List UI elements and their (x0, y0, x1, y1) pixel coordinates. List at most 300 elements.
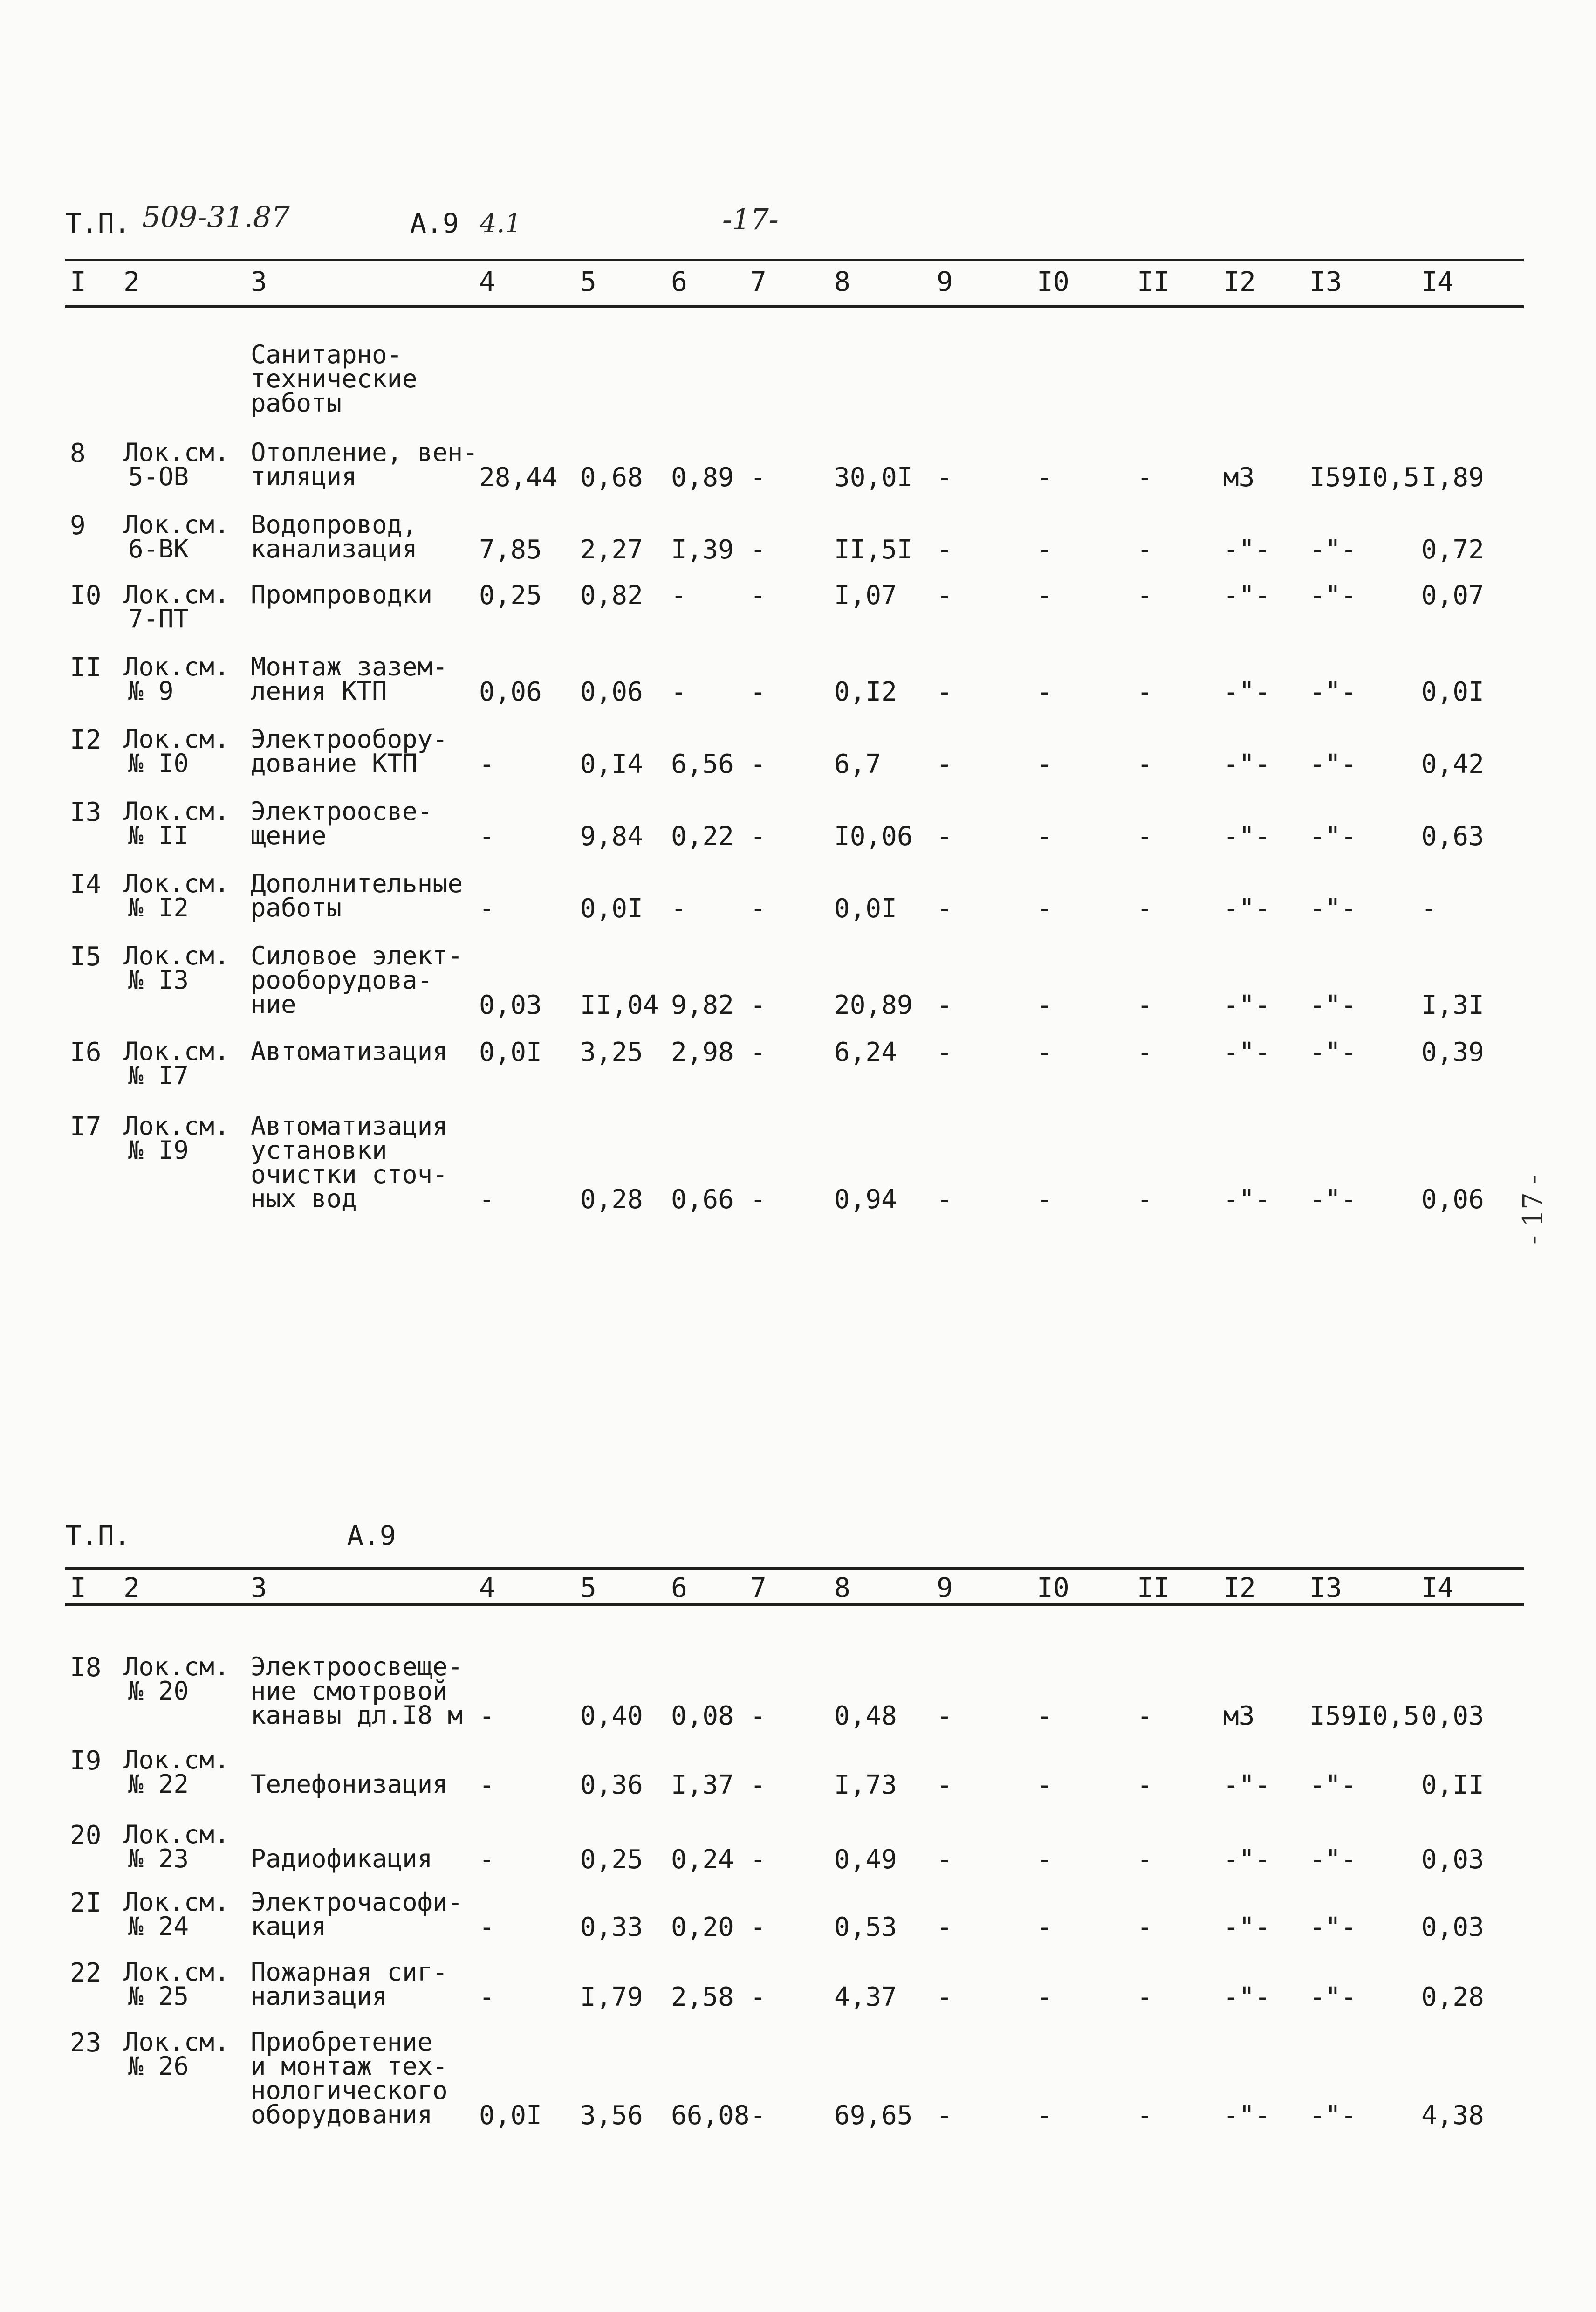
work-name: нализация (251, 1982, 387, 2011)
cell-col-7: - (750, 1184, 766, 1215)
cell-col-11: - (1137, 580, 1153, 611)
column-number-13: I3 (1309, 266, 1342, 297)
estimate-ref: Лок.см. (123, 869, 230, 898)
column-number-2: 2 (123, 266, 140, 297)
estimate-ref: Лок.см. (123, 580, 230, 609)
cell-col-12: -"- (1223, 580, 1271, 611)
estimate-ref: Лок.см. (123, 1652, 230, 1681)
work-name: нологического (251, 2076, 448, 2105)
cell-col-5: 0,06 (580, 677, 643, 707)
cell-col-14: 0,07 (1421, 580, 1484, 611)
column-number-2: 2 (123, 1572, 140, 1603)
column-number-5: 5 (580, 1572, 596, 1603)
cell-col-11: - (1137, 990, 1153, 1020)
cell-col-14: 0,63 (1421, 821, 1484, 852)
cell-col-8: 30,0I (834, 462, 913, 493)
cell-col-14: - (1421, 894, 1437, 924)
estimate-ref: Лок.см. (123, 652, 230, 681)
cell-col-5: 3,25 (580, 1037, 643, 1067)
cell-col-8: II,5I (834, 535, 913, 565)
work-name: Промпроводки (251, 580, 433, 609)
estimate-ref: № I9 (128, 1135, 189, 1165)
section-title-line: работы (251, 388, 342, 418)
cell-col-6: 2,98 (671, 1037, 734, 1067)
cell-col-4: - (479, 821, 495, 852)
cell-col-9: - (937, 2100, 952, 2131)
cell-col-7: - (750, 677, 766, 707)
cell-col-14: 0,03 (1421, 1701, 1484, 1731)
cell-col-5: 0,33 (580, 1912, 643, 1942)
cell-col-12: м3 (1223, 1701, 1255, 1731)
cell-col-7: - (750, 1770, 766, 1800)
cell-col-11: - (1137, 1701, 1153, 1731)
cell-col-12: -"- (1223, 2100, 1271, 2131)
cell-col-10: - (1037, 1184, 1053, 1215)
estimate-ref: № 22 (128, 1769, 189, 1799)
estimate-ref: Лок.см. (123, 797, 230, 826)
cell-col-12: -"- (1223, 1844, 1271, 1875)
work-name: канализация (251, 534, 418, 564)
cell-col-8: 6,7 (834, 749, 882, 779)
cell-col-7: - (750, 821, 766, 852)
row-number: I4 (70, 869, 102, 900)
estimate-ref: Лок.см. (123, 1745, 230, 1775)
cell-col-14: I,89 (1421, 462, 1484, 493)
cell-col-7: - (750, 580, 766, 611)
cell-col-8: 0,I2 (834, 677, 897, 707)
estimate-ref: № 9 (128, 676, 174, 706)
cell-col-10: - (1037, 821, 1053, 852)
row-number: II (70, 653, 102, 683)
cell-col-10: - (1037, 535, 1053, 565)
column-number-10: I0 (1037, 266, 1069, 297)
cell-col-6: 0,22 (671, 821, 734, 852)
work-name: ние (251, 990, 296, 1019)
cell-col-14: 0,03 (1421, 1844, 1484, 1875)
cell-col-14: 0,06 (1421, 1184, 1484, 1215)
header-top-rule-2 (65, 1567, 1524, 1570)
cell-col-5: 0,I4 (580, 749, 643, 779)
cell-col-13: -"- (1309, 1770, 1357, 1800)
cell-col-12: -"- (1223, 990, 1271, 1020)
estimate-ref: 5-ОВ (128, 462, 189, 491)
cell-col-4: - (479, 1982, 495, 2012)
work-name: Водопровод, (251, 510, 418, 539)
estimate-ref: Лок.см. (123, 724, 230, 754)
cell-col-11: - (1137, 2100, 1153, 2131)
cell-col-11: - (1137, 1912, 1153, 1942)
cell-col-4: - (479, 1912, 495, 1942)
work-name: Дополнительные (251, 869, 463, 898)
cell-col-7: - (750, 462, 766, 493)
work-name: оборудования (251, 2100, 433, 2129)
cell-col-11: - (1137, 1184, 1153, 1215)
cell-col-8: 6,24 (834, 1037, 897, 1067)
row-number: 9 (70, 510, 86, 541)
cell-col-11: - (1137, 1037, 1153, 1067)
cell-col-8: 4,37 (834, 1982, 897, 2012)
cell-col-13: -"- (1309, 2100, 1357, 2131)
cell-col-13: -"- (1309, 1982, 1357, 2012)
album-note-handwritten: 4.1 (480, 208, 522, 239)
cell-col-7: - (750, 1037, 766, 1067)
row-number: I6 (70, 1037, 102, 1067)
cell-col-8: I0,06 (834, 821, 913, 852)
row-number: 2I (70, 1888, 102, 1918)
row-number: I5 (70, 942, 102, 972)
work-name: Электрочасофи- (251, 1887, 463, 1917)
row-number: I3 (70, 797, 102, 827)
cell-col-13: -"- (1309, 1844, 1357, 1875)
cell-col-4: - (479, 1770, 495, 1800)
column-number-9: 9 (937, 266, 953, 297)
estimate-ref: Лок.см. (123, 941, 230, 970)
cell-col-10: - (1037, 2100, 1053, 2131)
header-bottom-rule-2 (65, 1603, 1524, 1606)
cell-col-4: - (479, 749, 495, 779)
work-name: ние смотровой (251, 1676, 448, 1706)
work-name: канавы дл.I8 м (251, 1700, 463, 1730)
work-name: установки (251, 1135, 387, 1165)
work-name: Радиофикация (251, 1844, 433, 1873)
cell-col-12: -"- (1223, 749, 1271, 779)
cell-col-7: - (750, 894, 766, 924)
cell-col-10: - (1037, 1844, 1053, 1875)
cell-col-5: 0,25 (580, 1844, 643, 1875)
estimate-ref: № 20 (128, 1676, 189, 1706)
cell-col-4: 0,0I (479, 2100, 542, 2131)
cell-col-9: - (937, 1037, 952, 1067)
cell-col-4: 0,03 (479, 990, 542, 1020)
cell-col-7: - (750, 1844, 766, 1875)
column-number-1: I (70, 266, 86, 297)
work-name: и монтаж тех- (251, 2051, 448, 2081)
cell-col-9: - (937, 1701, 952, 1731)
column-number-8: 8 (834, 266, 850, 297)
estimate-ref: № 23 (128, 1844, 189, 1873)
cell-col-14: 0,72 (1421, 535, 1484, 565)
estimate-ref: Лок.см. (123, 1957, 230, 1987)
cell-col-12: -"- (1223, 1982, 1271, 2012)
estimate-ref: № 25 (128, 1982, 189, 2011)
tp-label: Т.П. (65, 207, 130, 239)
column-number-5: 5 (580, 266, 596, 297)
cell-col-13: -"- (1309, 1037, 1357, 1067)
column-number-6: 6 (671, 266, 687, 297)
cell-col-6: 2,58 (671, 1982, 734, 2012)
row-number: 23 (70, 2028, 102, 2058)
column-number-8: 8 (834, 1572, 850, 1603)
column-number-3: 3 (251, 1572, 267, 1603)
column-number-3: 3 (251, 266, 267, 297)
row-number: I0 (70, 580, 102, 611)
cell-col-11: - (1137, 462, 1153, 493)
section-title-line: технические (251, 364, 418, 393)
cell-col-4: 28,44 (479, 462, 558, 493)
cell-col-7: - (750, 1912, 766, 1942)
cell-col-9: - (937, 894, 952, 924)
cell-col-11: - (1137, 821, 1153, 852)
work-name: ных вод (251, 1184, 357, 1213)
row-number: 8 (70, 438, 86, 468)
cell-col-9: - (937, 821, 952, 852)
cell-col-7: - (750, 535, 766, 565)
estimate-ref: Лок.см. (123, 1820, 230, 1849)
cell-col-5: 0,82 (580, 580, 643, 611)
cell-col-4: 0,0I (479, 1037, 542, 1067)
cell-col-10: - (1037, 1037, 1053, 1067)
estimate-ref: № I7 (128, 1061, 189, 1090)
cell-col-6: 0,20 (671, 1912, 734, 1942)
column-number-4: 4 (479, 266, 495, 297)
row-number: 20 (70, 1820, 102, 1851)
cell-col-9: - (937, 1770, 952, 1800)
cell-col-4: 7,85 (479, 535, 542, 565)
column-number-9: 9 (937, 1572, 953, 1603)
estimate-ref: № 24 (128, 1912, 189, 1941)
work-name: дование КТП (251, 749, 418, 778)
cell-col-6: 9,82 (671, 990, 734, 1020)
cell-col-10: - (1037, 462, 1053, 493)
cell-col-13: I59I0,5 (1309, 462, 1420, 493)
cell-col-13: -"- (1309, 894, 1357, 924)
cell-col-11: - (1137, 1770, 1153, 1800)
cell-col-9: - (937, 462, 952, 493)
cell-col-10: - (1037, 677, 1053, 707)
cell-col-11: - (1137, 1982, 1153, 2012)
cell-col-7: - (750, 990, 766, 1020)
cell-col-5: 0,36 (580, 1770, 643, 1800)
cell-col-9: - (937, 1844, 952, 1875)
cell-col-6: 6,56 (671, 749, 734, 779)
work-name: тиляция (251, 462, 357, 491)
cell-col-14: 0,28 (1421, 1982, 1484, 2012)
cell-col-7: - (750, 749, 766, 779)
cell-col-4: 0,06 (479, 677, 542, 707)
work-name: ления КТП (251, 676, 387, 706)
cell-col-8: 0,49 (834, 1844, 897, 1875)
cell-col-12: м3 (1223, 462, 1255, 493)
cell-col-11: - (1137, 535, 1153, 565)
cell-col-6: I,39 (671, 535, 734, 565)
cell-col-4: - (479, 1184, 495, 1215)
work-name: Приобретение (251, 2027, 433, 2057)
row-number: I2 (70, 725, 102, 755)
cell-col-13: -"- (1309, 1912, 1357, 1942)
column-number-10: I0 (1037, 1572, 1069, 1603)
cell-col-9: - (937, 1184, 952, 1215)
work-name: Монтаж зазем- (251, 652, 448, 681)
cell-col-4: - (479, 1844, 495, 1875)
cell-col-7: - (750, 1701, 766, 1731)
work-name: Электрообору- (251, 724, 448, 754)
estimate-ref: Лок.см. (123, 438, 230, 467)
row-number: I7 (70, 1112, 102, 1142)
cell-col-5: 0,68 (580, 462, 643, 493)
estimate-ref: 7-ПТ (128, 604, 189, 633)
column-number-14: I4 (1421, 266, 1454, 297)
cell-col-4: - (479, 1701, 495, 1731)
cell-col-13: -"- (1309, 821, 1357, 852)
work-name: рооборудова- (251, 965, 433, 995)
column-number-12: I2 (1223, 266, 1256, 297)
column-number-12: I2 (1223, 1572, 1256, 1603)
row-number: I9 (70, 1746, 102, 1776)
estimate-ref: № I3 (128, 965, 189, 995)
estimate-ref: Лок.см. (123, 1037, 230, 1066)
cell-col-6: - (671, 894, 687, 924)
estimate-ref: Лок.см. (123, 1887, 230, 1917)
work-name: Электроосвеще- (251, 1652, 463, 1681)
page-mark-handwritten: -17- (722, 202, 779, 236)
cell-col-6: 0,66 (671, 1184, 734, 1215)
cell-col-5: 9,84 (580, 821, 643, 852)
cell-col-5: 0,0I (580, 894, 643, 924)
column-number-11: II (1137, 1572, 1170, 1603)
cell-col-13: -"- (1309, 580, 1357, 611)
tp-label-2: Т.П. (65, 1520, 130, 1551)
row-number: I8 (70, 1652, 102, 1683)
work-name: очистки сточ- (251, 1160, 448, 1189)
column-number-14: I4 (1421, 1572, 1454, 1603)
section-title (251, 340, 418, 418)
column-number-7: 7 (750, 1572, 767, 1603)
cell-col-8: 0,0I (834, 894, 897, 924)
album-label: А.9 (410, 207, 459, 239)
work-name: Автоматизация (251, 1037, 448, 1066)
cell-col-8: I,07 (834, 580, 897, 611)
work-name: Силовое элект- (251, 941, 463, 970)
work-name: Отопление, вен- (251, 438, 478, 467)
cell-col-14: 4,38 (1421, 2100, 1484, 2131)
estimate-ref: № 26 (128, 2051, 189, 2081)
cell-col-14: I,3I (1421, 990, 1484, 1020)
estimate-ref: Лок.см. (123, 510, 230, 539)
cell-col-14: 0,0I (1421, 677, 1484, 707)
estimate-ref: 6-ВК (128, 534, 189, 564)
cell-col-13: I59I0,5 (1309, 1701, 1420, 1731)
cell-col-7: - (750, 2100, 766, 2131)
work-name: Телефонизация (251, 1769, 448, 1799)
cell-col-13: -"- (1309, 990, 1357, 1020)
cell-col-10: - (1037, 894, 1053, 924)
cell-col-5: 0,40 (580, 1701, 643, 1731)
cell-col-11: - (1137, 749, 1153, 779)
work-name: работы (251, 893, 342, 922)
row-number: 22 (70, 1958, 102, 1988)
cell-col-7: - (750, 1982, 766, 2012)
work-name: кация (251, 1912, 327, 1941)
side-page-mark: - 17 - (1517, 1175, 1548, 1245)
cell-col-12: -"- (1223, 894, 1271, 924)
cell-col-9: - (937, 1982, 952, 2012)
cell-col-6: 0,08 (671, 1701, 734, 1731)
section-title-line: Санитарно- (251, 340, 403, 369)
cell-col-6: - (671, 677, 687, 707)
cell-col-13: -"- (1309, 535, 1357, 565)
cell-col-6: - (671, 580, 687, 611)
column-number-6: 6 (671, 1572, 687, 1603)
cell-col-9: - (937, 535, 952, 565)
estimate-ref: № I0 (128, 749, 189, 778)
column-number-7: 7 (750, 266, 767, 297)
cell-col-9: - (937, 990, 952, 1020)
header-top-rule (65, 259, 1524, 261)
cell-col-5: 3,56 (580, 2100, 643, 2131)
cell-col-5: 0,28 (580, 1184, 643, 1215)
cell-col-6: 0,89 (671, 462, 734, 493)
cell-col-10: - (1037, 990, 1053, 1020)
cell-col-10: - (1037, 580, 1053, 611)
cell-col-5: I,79 (580, 1982, 643, 2012)
cell-col-8: 0,53 (834, 1912, 897, 1942)
cell-col-6: 0,24 (671, 1844, 734, 1875)
cell-col-12: -"- (1223, 677, 1271, 707)
cell-col-8: 20,89 (834, 990, 913, 1020)
cell-col-14: 0,II (1421, 1770, 1484, 1800)
cell-col-11: - (1137, 677, 1153, 707)
cell-col-8: 0,48 (834, 1701, 897, 1731)
cell-col-8: 69,65 (834, 2100, 913, 2131)
cell-col-12: -"- (1223, 1184, 1271, 1215)
estimate-ref: № II (128, 821, 189, 850)
cell-col-12: -"- (1223, 1037, 1271, 1067)
cell-col-9: - (937, 580, 952, 611)
cell-col-4: 0,25 (479, 580, 542, 611)
cell-col-11: - (1137, 1844, 1153, 1875)
cell-col-8: I,73 (834, 1770, 897, 1800)
column-number-4: 4 (479, 1572, 495, 1603)
cell-col-5: 2,27 (580, 535, 643, 565)
cell-col-13: -"- (1309, 749, 1357, 779)
header-bottom-rule (65, 305, 1524, 308)
cell-col-13: -"- (1309, 677, 1357, 707)
cell-col-10: - (1037, 749, 1053, 779)
album-label-2: А.9 (347, 1520, 396, 1551)
cell-col-9: - (937, 677, 952, 707)
work-name: Пожарная сиг- (251, 1957, 448, 1987)
cell-col-6: I,37 (671, 1770, 734, 1800)
cell-col-9: - (937, 749, 952, 779)
cell-col-12: -"- (1223, 821, 1271, 852)
cell-col-10: - (1037, 1770, 1053, 1800)
cell-col-14: 0,03 (1421, 1912, 1484, 1942)
work-name: щение (251, 821, 327, 850)
work-name: Автоматизация (251, 1111, 448, 1141)
cell-col-10: - (1037, 1982, 1053, 2012)
column-number-11: II (1137, 266, 1170, 297)
cell-col-11: - (1137, 894, 1153, 924)
estimate-ref: Лок.см. (123, 1111, 230, 1141)
cell-col-12: -"- (1223, 1770, 1271, 1800)
cell-col-14: 0,39 (1421, 1037, 1484, 1067)
estimate-ref: Лок.см. (123, 2027, 230, 2057)
cell-col-12: -"- (1223, 535, 1271, 565)
column-number-13: I3 (1309, 1572, 1342, 1603)
cell-col-10: - (1037, 1912, 1053, 1942)
cell-col-8: 0,94 (834, 1184, 897, 1215)
tp-number-handwritten: 509-31.87 (142, 200, 290, 234)
cell-col-4: - (479, 894, 495, 924)
cell-col-5: II,04 (580, 990, 659, 1020)
cell-col-6: 66,08 (671, 2100, 750, 2131)
cell-col-13: -"- (1309, 1184, 1357, 1215)
cell-col-9: - (937, 1912, 952, 1942)
work-name: Электроосве- (251, 797, 433, 826)
column-number-1: I (70, 1572, 86, 1603)
estimate-ref: № I2 (128, 893, 189, 922)
cell-col-10: - (1037, 1701, 1053, 1731)
